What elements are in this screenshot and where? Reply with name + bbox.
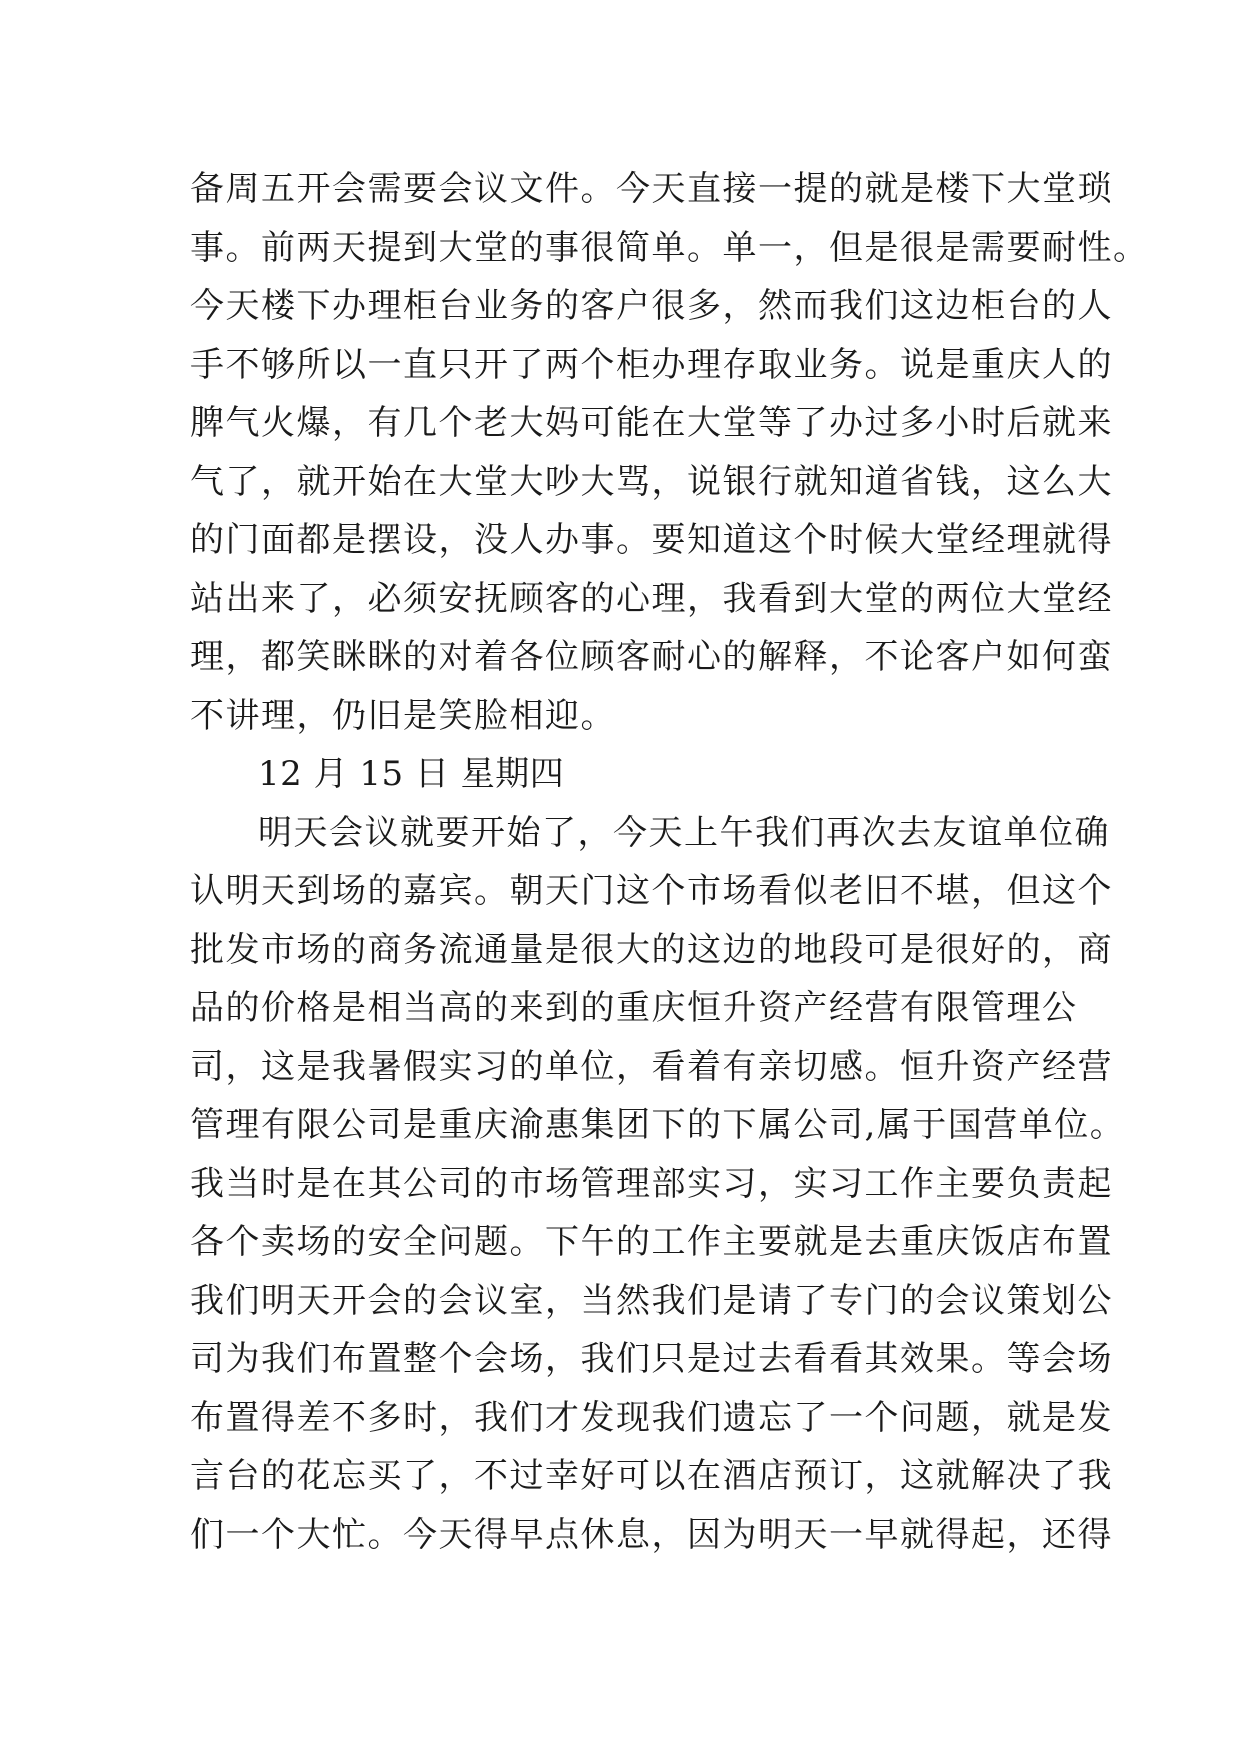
- text-line: 布置得差不多时，我们才发现我们遗忘了一个问题，就是发: [190, 1398, 1113, 1438]
- text-line: 不讲理，仍旧是笑脸相迎。: [190, 696, 616, 736]
- text-line: 脾气火爆，有几个老大妈可能在大堂等了办过多小时后就来: [190, 403, 1113, 443]
- text-line: 的门面都是摆设，没人办事。要知道这个时候大堂经理就得: [190, 520, 1113, 560]
- text-line: 今天楼下办理柜台业务的客户很多，然而我们这边柜台的人: [190, 286, 1113, 326]
- text-line: 品的价格是相当高的来到的重庆恒升资产经营有限管理公: [190, 988, 1078, 1028]
- text-line: 我当时是在其公司的市场管理部实习，实习工作主要负责起: [190, 1164, 1113, 1204]
- text-line: 备周五开会需要会议文件。今天直接一提的就是楼下大堂琐: [190, 169, 1113, 209]
- text-line: 司为我们布置整个会场，我们只是过去看看其效果。等会场: [190, 1339, 1113, 1379]
- date-heading: 12 月 15 日 星期四: [258, 754, 565, 794]
- text-line: 言台的花忘买了，不过幸好可以在酒店预订，这就解决了我: [190, 1456, 1113, 1496]
- text-line: 管理有限公司是重庆渝惠集团下的下属公司,属于国营单位。: [190, 1105, 1126, 1145]
- text-line: 司，这是我暑假实习的单位，看着有亲切感。恒升资产经营: [190, 1047, 1113, 1087]
- text-line: 批发市场的商务流通量是很大的这边的地段可是很好的，商: [190, 930, 1113, 970]
- text-line: 们一个大忙。今天得早点休息，因为明天一早就得起，还得: [190, 1515, 1113, 1555]
- text-line: 认明天到场的嘉宾。朝天门这个市场看似老旧不堪，但这个: [190, 871, 1113, 911]
- text-line: 理，都笑眯眯的对着各位顾客耐心的解释，不论客户如何蛮: [190, 637, 1113, 677]
- text-line: 各个卖场的安全问题。下午的工作主要就是去重庆饭店布置: [190, 1222, 1113, 1262]
- text-line: 气了，就开始在大堂大吵大骂，说银行就知道省钱，这么大: [190, 462, 1113, 502]
- text-line: 站出来了，必须安抚顾客的心理，我看到大堂的两位大堂经: [190, 579, 1113, 619]
- paragraph-start: 明天会议就要开始了，今天上午我们再次去友谊单位确: [258, 813, 1110, 853]
- text-line: 手不够所以一直只开了两个柜办理存取业务。说是重庆人的: [190, 345, 1113, 385]
- text-line: 事。前两天提到大堂的事很简单。单一，但是很是需要耐性。: [190, 228, 1149, 268]
- text-line: 我们明天开会的会议室，当然我们是请了专门的会议策划公: [190, 1281, 1113, 1321]
